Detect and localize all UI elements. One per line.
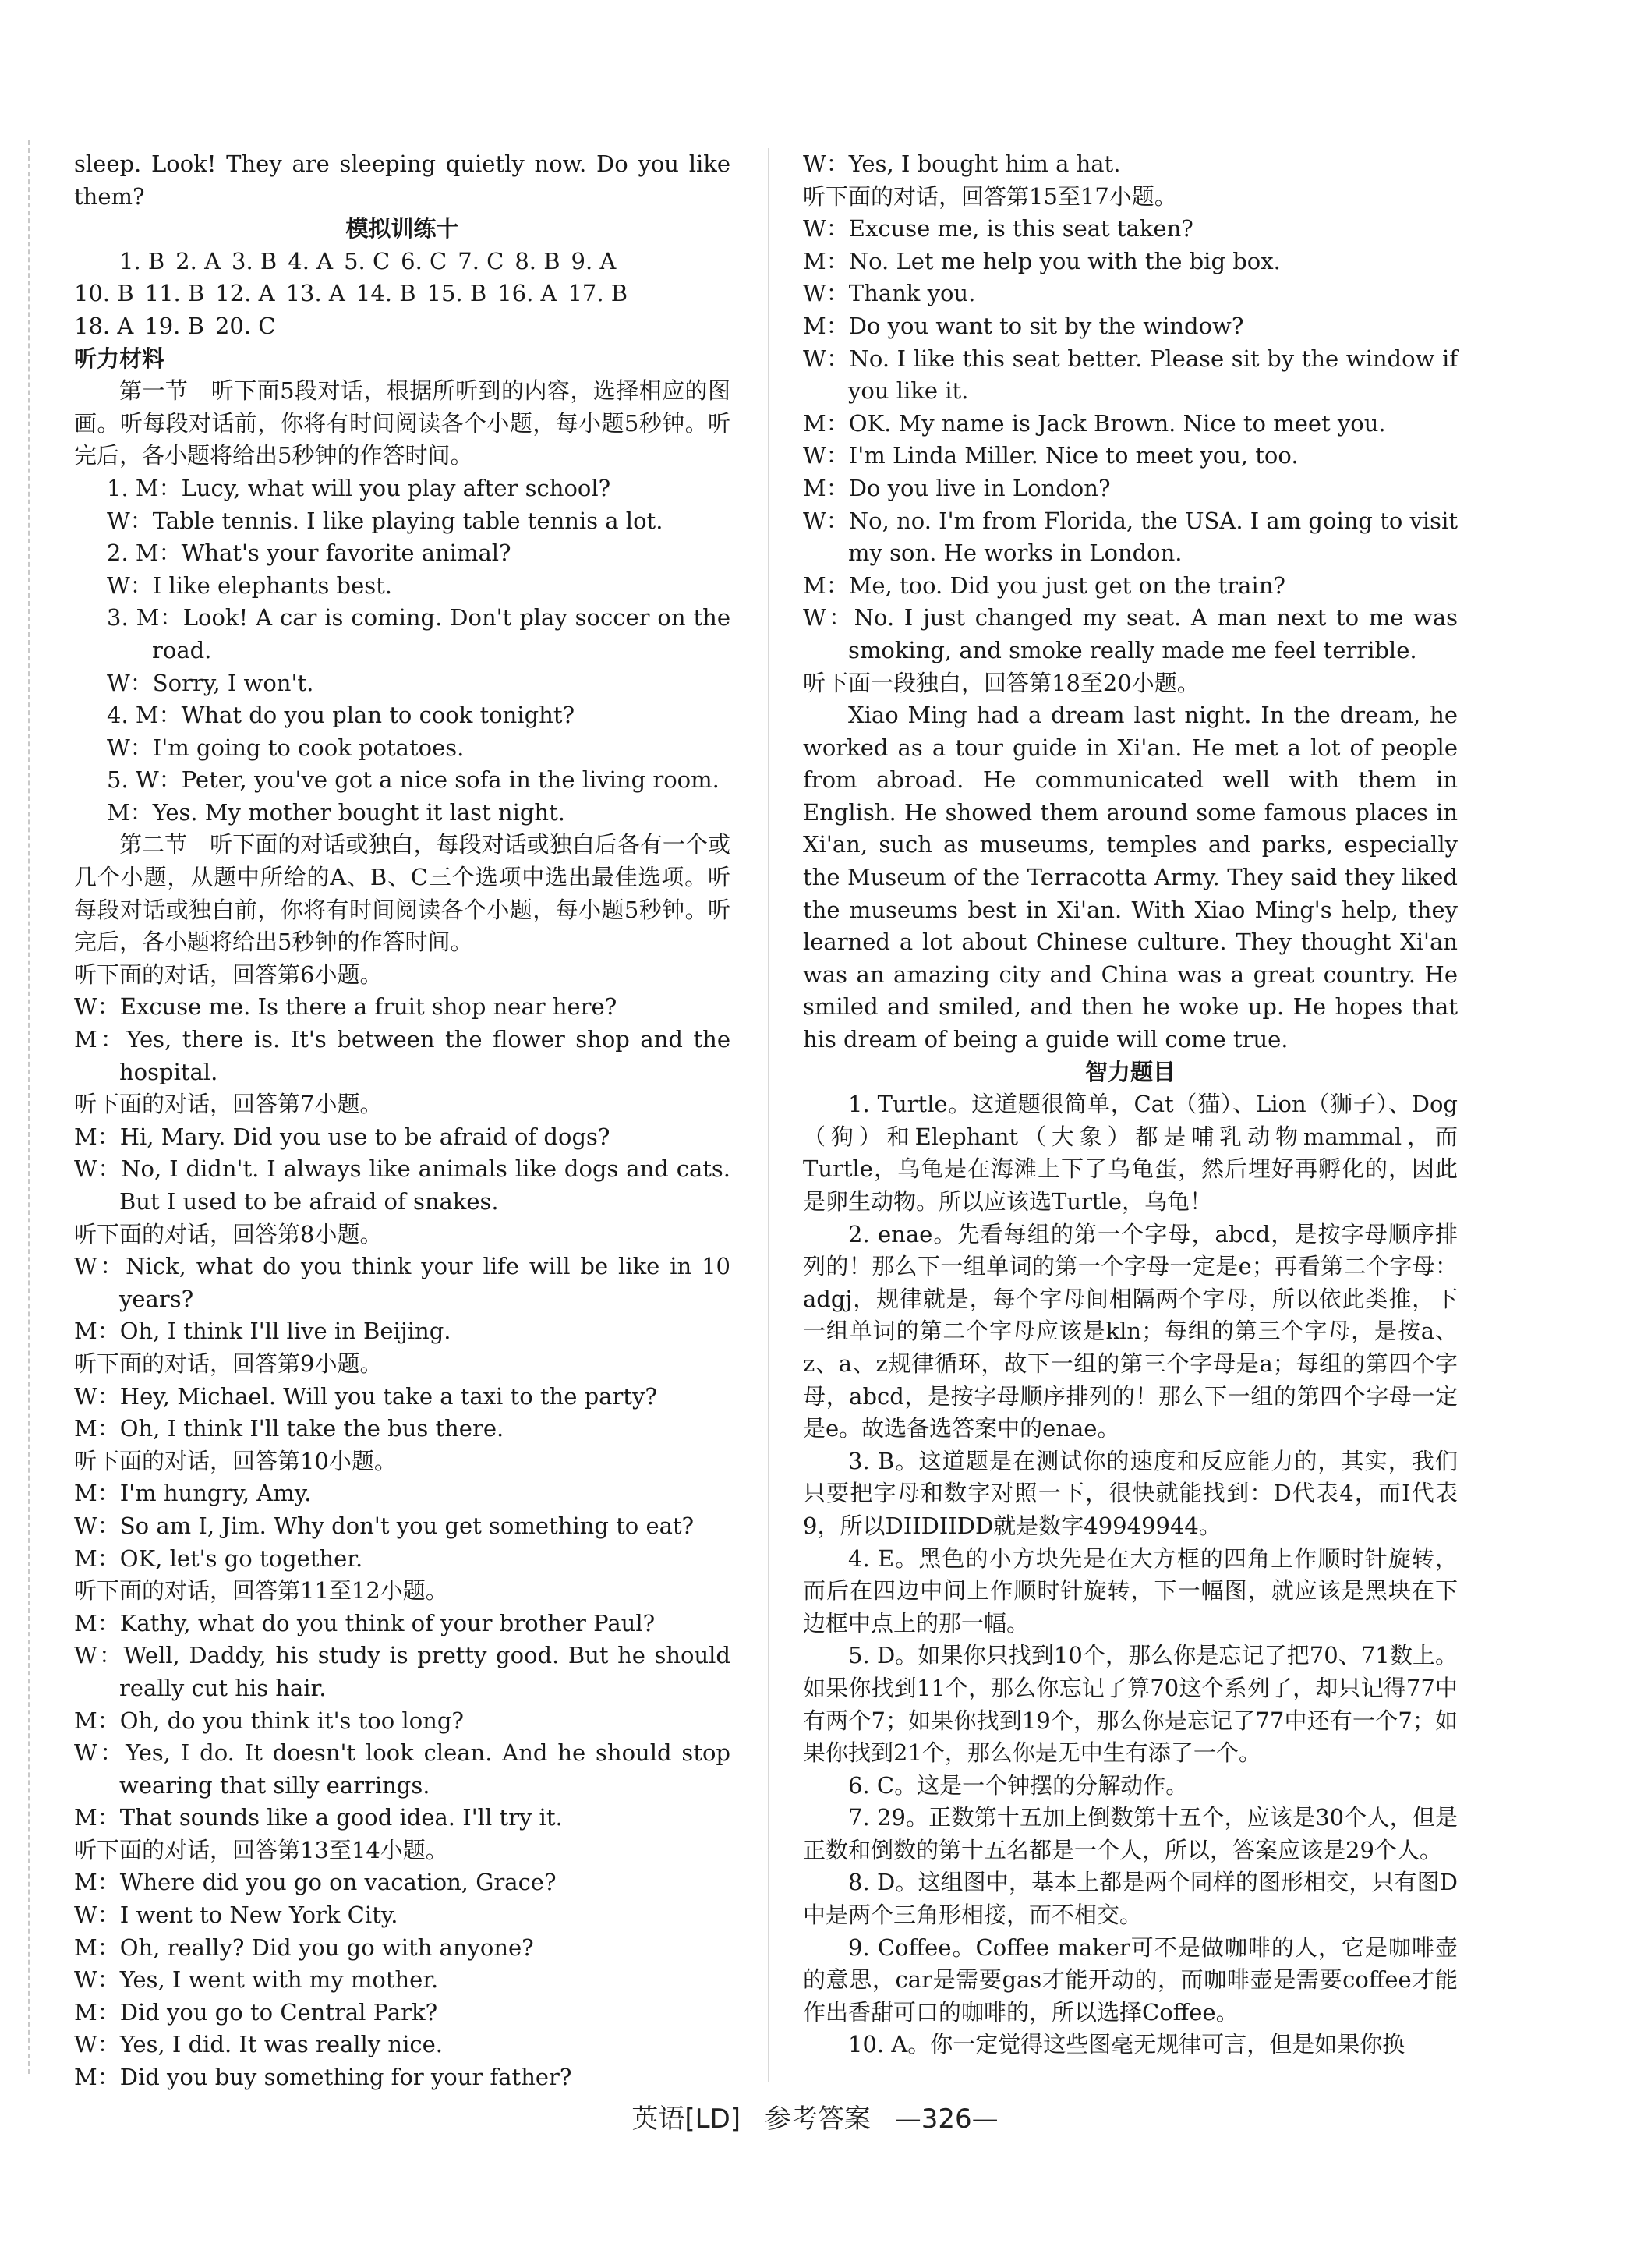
binding-line	[28, 140, 30, 2074]
dialogue-line: W：No, I didn't. I always like animals like dogs and cats. But I used to be afraid of snakes.	[74, 1155, 730, 1215]
dialogue-line: M：Oh, I think I'll live in Beijing.	[74, 1318, 451, 1345]
dialogue-3-line-1: 3. M：Look! A car is coming. Don't play soccer on the road.	[107, 604, 730, 663]
instruction-q11-12: 听下面的对话，回答第11至12小题。	[74, 1577, 448, 1605]
instruction-q10: 听下面的对话，回答第10小题。	[74, 1447, 397, 1474]
left-column	[74, 148, 730, 2094]
puzzle-answer-7: 7. 29。正数第十五加上倒数第十五个，应该是30个人，但是正数和倒数的第十五名都是一个人，所以，答案应该是29个人。	[803, 1804, 1458, 1863]
dialogue-line: W：Thank you.	[803, 280, 976, 307]
dialogue-line: W：Hey, Michael. Will you take a taxi to the party?	[74, 1382, 657, 1410]
dialogue-line: M：Me, too. Did you just get on the train?	[803, 571, 1285, 599]
page-number: —326—	[894, 2103, 999, 2135]
section1-intro: 第一节 听下面5段对话，根据所听到的内容，选择相应的图画。听每段对话前，你将有时间阅读各个小题，每小题5秒钟。听完后，各小题将给出5秒钟的作答时间。	[74, 377, 730, 469]
dialogue-line: M：No. Let me help you with the big box.	[803, 247, 1281, 274]
puzzle-answer-1: 1. Turtle。这道题很简单，Cat（猫）、Lion（狮子）、Dog（狗）和Elephant（大象）都是哺乳动物mammal，而Turtle，乌龟是在海滩上下了乌龟蛋，然后埋好再孵化的，因此是卵生动物。所以应该选Turtle，乌龟！	[803, 1091, 1458, 1215]
instruction-q18-20: 听下面一段独白，回答第18至20小题。	[803, 669, 1200, 696]
dialogue-2-line-1: 2. M：What's your favorite animal?	[107, 540, 511, 567]
dialogue-4-line-1: 4. M：What do you plan to cook tonight?	[107, 702, 575, 729]
intro-text: sleep. Look! They are sleeping quietly now. Do you like them?	[74, 150, 730, 210]
dialogue-line: W：No, no. I'm from Florida, the USA. I am going to visit my son. He works in London.	[803, 507, 1458, 567]
dialogue-line: M：Yes, there is. It's between the flower shop and the hospital.	[74, 1026, 730, 1085]
dialogue-line: M：Did you buy something for your father?	[74, 2064, 572, 2091]
puzzle-answer-10: 10. A。你一定觉得这些图毫无规律可言，但是如果你换	[848, 2031, 1405, 2058]
monologue-text: Xiao Ming had a dream last night. In the dream, he worked as a tour guide in Xi'an. He met a lot of people from abroad. He communicated well with them in English. He showed them around some famous places in Xi'an, such as museums, temples and parks, especially the Museum of the Terracotta Army. They said they liked the museums best in Xi'an. With Xiao Ming's help, they learned a lot about Chinese culture. They thought Xi'an was an amazing city and China was a great country. He smiled and smiled, and then he woke up. He hopes that his dream of being a guide will come true.	[803, 702, 1458, 1053]
dialogue-line: W：Excuse me. Is there a fruit shop near here?	[74, 993, 617, 1021]
page-footer	[0, 2097, 1630, 2135]
footer-section: 参考答案	[764, 2103, 871, 2135]
answers-line-3: 18. A 19. B 20. C	[74, 312, 276, 339]
dialogue-line: W：Excuse me, is this seat taken?	[803, 215, 1193, 242]
dialogue-1-line-1: 1. M：Lucy, what will you play after school?	[107, 474, 611, 501]
dialogue-line: W：Yes, I did. It was really nice.	[74, 2031, 444, 2058]
instruction-q8: 听下面的对话，回答第8小题。	[74, 1220, 383, 1247]
instruction-q7: 听下面的对话，回答第7小题。	[74, 1091, 383, 1118]
dialogue-4-line-2: W：I'm going to cook potatoes.	[107, 734, 465, 761]
dialogue-line: M：Where did you go on vacation, Grace?	[74, 1869, 557, 1896]
puzzle-title: 智力题目	[1084, 1058, 1176, 1085]
section-title: 模拟训练十	[345, 215, 459, 242]
dialogue-line: W：Yes, I do. It doesn't look clean. And he should stop wearing that silly earrings.	[74, 1739, 730, 1799]
puzzle-answer-4: 4. E。黑色的小方块先是在大方框的四角上作顺时针旋转，而后在四边中间上作顺时针旋转，下一幅图，就应该是黑块在下边框中点上的那一幅。	[803, 1544, 1458, 1636]
instruction-q6: 听下面的对话，回答第6小题。	[74, 961, 383, 988]
puzzle-answer-6: 6. C。这是一个钟摆的分解动作。	[848, 1771, 1189, 1799]
answers-line-2: 10. B 11. B 12. A 13. A 14. B 15. B 16. A 17. B	[74, 280, 628, 307]
dialogue-line: M：Kathy, what do you think of your brother Paul?	[74, 1609, 656, 1636]
dialogue-line: M：Oh, really? Did you go with anyone?	[74, 1934, 534, 1961]
dialogue-line: M：Did you go to Central Park?	[74, 1998, 438, 2026]
right-column	[803, 148, 1458, 2061]
puzzle-answer-9: 9. Coffee。Coffee maker可不是做咖啡的人，它是咖啡壶的意思，car是需要gas才能开动的，而咖啡壶是需要coffee才能作出香甜可口的咖啡的，所以选择Coffee。	[803, 1934, 1458, 2026]
column-divider	[768, 148, 769, 2082]
dialogue-5-line-1: 5. W：Peter, you've got a nice sofa in the living room.	[107, 766, 720, 794]
dialogue-line: M：Do you want to sit by the window?	[803, 312, 1244, 339]
dialogue-line: W：Yes, I went with my mother.	[74, 1966, 439, 1994]
dialogue-line: W：I went to New York City.	[74, 1902, 398, 1929]
dialogue-3-line-2: W：Sorry, I won't.	[107, 669, 314, 696]
puzzle-answer-3: 3. B。这道题是在测试你的速度和反应能力的，其实，我们只要把字母和数字对照一下，很快就能找到：D代表4，而I代表9，所以DIIDIIDD就是数字49949944。	[803, 1447, 1458, 1539]
dialogue-line: M：Do you live in London?	[803, 474, 1111, 501]
listening-label: 听力材料	[74, 345, 165, 372]
dialogue-line: W：No. I like this seat better. Please sit by the window if you like it.	[803, 345, 1458, 405]
puzzle-answer-5: 5. D。如果你只找到10个，那么你是忘记了把70、71数上。如果你找到11个，那么你忘记了算70这个系列了，却只记得77中有两个7；如果你找到19个，那么你是忘记了77中还有一个7；如果你找到21个，那么你是无中生有添了一个。	[803, 1642, 1458, 1767]
footer-subject: 英语[LD]	[631, 2103, 741, 2135]
dialogue-line: W：No. I just changed my seat. A man next to me was smoking, and smoke really made me feel terrible.	[803, 604, 1458, 663]
dialogue-line: W：Well, Daddy, his study is pretty good. But he should really cut his hair.	[74, 1642, 730, 1701]
dialogue-line: M：OK. My name is Jack Brown. Nice to meet you.	[803, 409, 1386, 437]
dialogue-line: W：So am I, Jim. Why don't you get something to eat?	[74, 1512, 695, 1539]
dialogue-1-line-2: W：Table tennis. I like playing table tennis a lot.	[107, 507, 663, 534]
puzzle-answer-8: 8. D。这组图中，基本上都是两个同样的图形相交，只有图D中是两个三角形相接，而不相交。	[803, 1869, 1458, 1929]
dialogue-line: M：Hi, Mary. Did you use to be afraid of dogs?	[74, 1123, 610, 1150]
dialogue-line: M：Oh, I think I'll take the bus there.	[74, 1415, 504, 1442]
dialogue-5-line-2: M：Yes. My mother bought it last night.	[107, 798, 565, 826]
instruction-q9: 听下面的对话，回答第9小题。	[74, 1350, 383, 1377]
dialogue-2-line-2: W：I like elephants best.	[107, 571, 393, 599]
answers-line-1: 1. B 2. A 3. B 4. A 5. C 6. C 7. C 8. B 9. A	[119, 247, 617, 274]
dialogue-line: W：Yes, I bought him a hat.	[803, 150, 1121, 177]
dialogue-line: M：That sounds like a good idea. I'll try it.	[74, 1804, 563, 1831]
instruction-q15-17: 听下面的对话，回答第15至17小题。	[803, 182, 1177, 210]
dialogue-line: M：OK, let's go together.	[74, 1544, 363, 1572]
dialogue-line: W：I'm Linda Miller. Nice to meet you, too.	[803, 442, 1299, 469]
section2-intro: 第二节 听下面的对话或独白，每段对话或独白后各有一个或几个小题，从题中所给的A、B、C三个选项中选出最佳选项。听每段对话或独白前，你将有时间阅读各个小题，每小题5秒钟。听完后，各小题将给出5秒钟的作答时间。	[74, 831, 730, 956]
dialogue-line: M：Oh, do you think it's too long?	[74, 1707, 464, 1734]
puzzle-answer-2: 2. enae。先看每组的第一个字母，abcd，是按字母顺序排列的！那么下一组单词的第一个字母一定是e；再看第二个字母：adgj，规律就是，每个字母间相隔两个字母，所以依此类推，下一组单词的第二个字母应该是kln；每组的第三个字母，是按a、z、a、z规律循环，故下一组的第三个字母是a；每组的第四个字母，abcd，是按字母顺序排列的！那么下一组的第四个字母一定是e。故选备选答案中的enae。	[803, 1220, 1458, 1442]
dialogue-line: M：I'm hungry, Amy.	[74, 1480, 312, 1507]
instruction-q13-14: 听下面的对话，回答第13至14小题。	[74, 1836, 448, 1863]
dialogue-line: W：Nick, what do you think your life will be like in 10 years?	[74, 1253, 730, 1312]
